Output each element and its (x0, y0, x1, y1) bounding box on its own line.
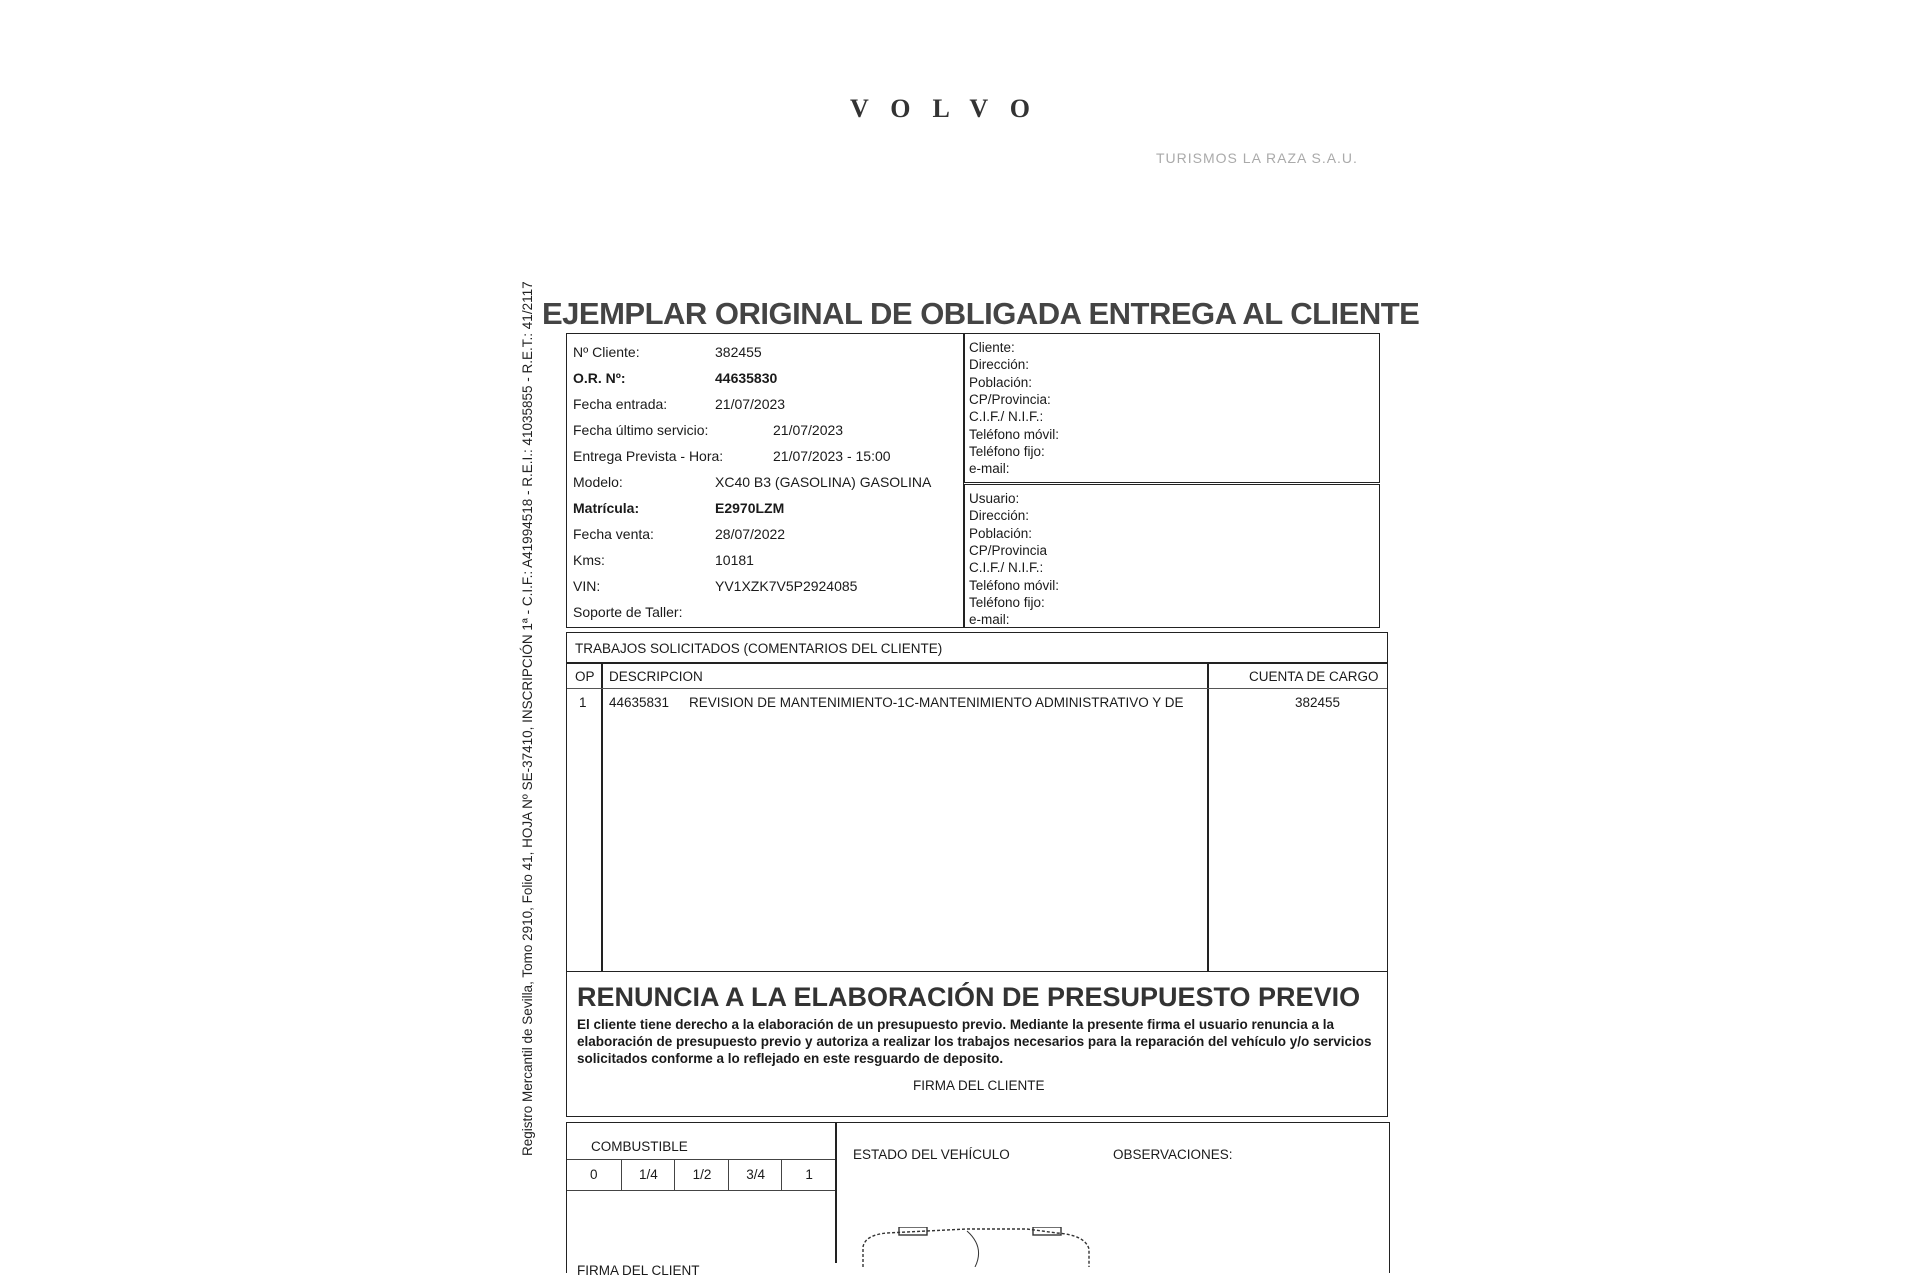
order-value: 21/07/2023 (715, 396, 786, 412)
order-label: Nº Cliente: (573, 344, 640, 360)
order-value: 28/07/2022 (715, 526, 786, 542)
order-label: Soporte de Taller: (573, 604, 683, 620)
renuncia-box (566, 970, 1388, 1117)
company-name: TURISMOS LA RAZA S.A.U. (1156, 150, 1358, 166)
bottom-firma-label: FIRMA DEL CLIENT (577, 1263, 700, 1278)
col-cuenta-header: CUENTA DE CARGO (1249, 669, 1379, 684)
renuncia-text: El cliente tiene derecho a la elaboración de un presupuesto previo. Mediante la presente firma el usuario renuncia a la elaboración de presupuesto previo y autoriza a realizar los trabajos necesarios para la reparación del vehículo y/o servicios solicitados conforme a lo reflejado en este resguardo de deposito. (577, 1017, 1372, 1066)
order-value: 10181 (715, 552, 754, 568)
observaciones-label: OBSERVACIONES: (1113, 1147, 1233, 1162)
usuario-field-label: CP/Provincia (969, 542, 1048, 558)
fuel-level-cell: 3/4 (728, 1160, 783, 1190)
order-value: 21/07/2023 - 15:00 (773, 448, 891, 464)
usuario-box (964, 484, 1380, 628)
col-desc-header: DESCRIPCION (609, 669, 703, 684)
volvo-logo: VOLVO (850, 94, 1052, 123)
usuario-field-label: Dirección: (969, 508, 1030, 524)
order-details-box (566, 333, 964, 628)
fuel-level-cell: 1/4 (621, 1160, 676, 1190)
job-cuenta: 382455 (1295, 695, 1341, 710)
fuel-level-cell: 1/2 (674, 1160, 729, 1190)
job-description: REVISION DE MANTENIMIENTO-1C-MANTENIMIENTO ADMINISTRATIVO Y DE (689, 695, 1184, 710)
job-op: 1 (579, 695, 587, 710)
order-value: 44635830 (715, 370, 778, 386)
fuel-gauge (567, 1159, 835, 1191)
cliente-field-label: Teléfono móvil: (969, 426, 1060, 442)
combustible-label: COMBUSTIBLE (591, 1139, 688, 1154)
trabajos-title: TRABAJOS SOLICITADOS (COMENTARIOS DEL CLIENTE) (575, 641, 943, 656)
order-value: 21/07/2023 (773, 422, 844, 438)
cliente-field-label: Población: (969, 374, 1033, 390)
order-value: E2970LZM (715, 500, 785, 516)
usuario-field-label: Teléfono móvil: (969, 577, 1060, 593)
order-label: VIN: (573, 578, 601, 594)
cliente-field-label: C.I.F./ N.I.F.: (969, 409, 1044, 425)
cliente-field-label: Teléfono fijo: (969, 443, 1045, 459)
document-title: EJEMPLAR ORIGINAL DE OBLIGADA ENTREGA AL CLIENTE (542, 296, 1420, 331)
fuel-level-cell: 0 (590, 1167, 598, 1182)
order-label: O.R. Nº: (573, 370, 626, 386)
usuario-field-label: Teléfono fijo: (969, 594, 1045, 610)
job-code: 44635831 (609, 695, 670, 710)
order-label: Entrega Prevista - Hora: (573, 448, 724, 464)
renuncia-title: RENUNCIA A LA ELABORACIÓN DE PRESUPUESTO PREVIO (577, 982, 1361, 1012)
order-label: Modelo: (573, 474, 623, 490)
order-label: Matrícula: (573, 500, 640, 516)
car-outline-icon (857, 1227, 1107, 1267)
vehicle-state-box (566, 1122, 1390, 1278)
cliente-field-label: Cliente: (969, 340, 1015, 355)
estado-vehiculo-label: ESTADO DEL VEHÍCULO (853, 1147, 1010, 1162)
usuario-field-label: C.I.F./ N.I.F.: (969, 560, 1044, 576)
cliente-field-label: CP/Provincia: (969, 391, 1051, 407)
order-label: Fecha último servicio: (573, 422, 709, 438)
order-value: YV1XZK7V5P2924085 (715, 578, 858, 594)
fuel-level-cell: 1 (781, 1160, 836, 1190)
order-label: Fecha venta: (573, 526, 654, 542)
order-value: 382455 (715, 344, 762, 360)
renuncia-firma-label: FIRMA DEL CLIENTE (913, 1078, 1045, 1093)
trabajos-box (566, 632, 1388, 972)
registry-side-text: Registro Mercantil de Sevilla, Tomo 2910, Folio 41, HOJA Nº SE-37410, INSCRIPCIÓN 1ª - C.I.F.: A41994518 - R.E.I.: 41035855 - R.E.T.: 41/2117 (520, 281, 535, 1156)
usuario-field-label: e-mail: (969, 612, 1010, 628)
col-op-header: OP (575, 669, 595, 684)
usuario-field-label: Usuario: (969, 491, 1020, 506)
order-label: Fecha entrada: (573, 396, 668, 412)
cliente-box (964, 333, 1380, 483)
order-value: XC40 B3 (GASOLINA) GASOLINA (715, 474, 932, 490)
cliente-field-label: e-mail: (969, 461, 1010, 477)
cliente-field-label: Dirección: (969, 357, 1030, 373)
order-label: Kms: (573, 552, 605, 568)
usuario-field-label: Población: (969, 525, 1033, 541)
